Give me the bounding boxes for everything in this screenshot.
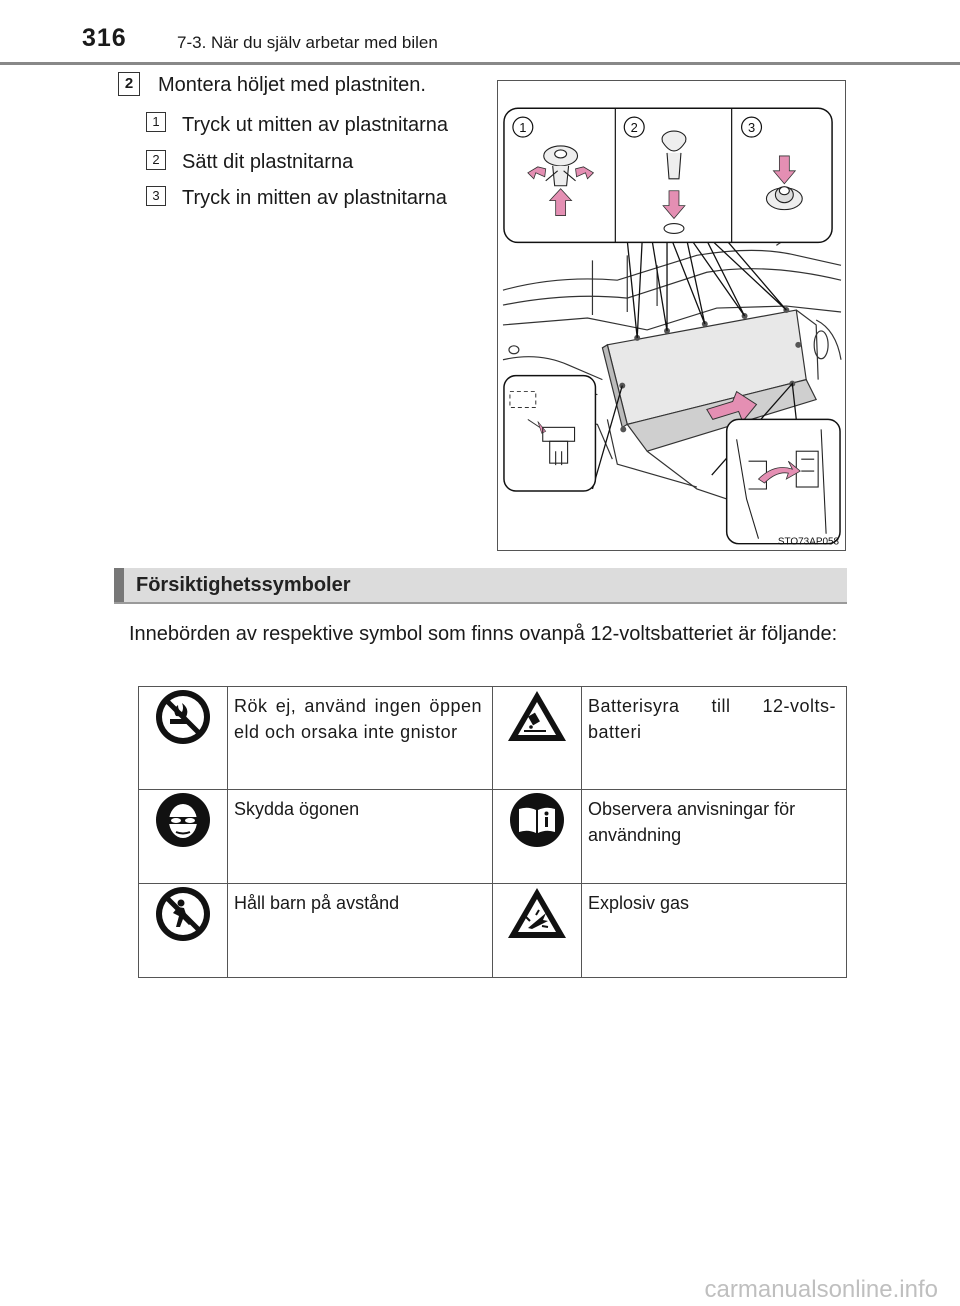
symbol-icon-cell xyxy=(493,884,582,978)
symbol-description: Håll barn på avstånd xyxy=(228,884,493,978)
symbol-icon-cell xyxy=(139,687,228,790)
eye-protection-icon xyxy=(140,791,226,849)
symbol-icon-cell xyxy=(493,687,582,790)
symbol-icon-cell xyxy=(139,884,228,978)
symbol-description: Rök ej, använd ingen öppen eld och orsaka inte gnistor xyxy=(228,687,493,790)
step-title: Montera höljet med plastniten. xyxy=(158,74,426,96)
section-title: Försiktighetssymboler xyxy=(136,574,351,596)
page-number: 316 xyxy=(82,24,127,52)
table-row xyxy=(139,687,847,790)
figure-code: STO73AP058 xyxy=(777,536,840,548)
table-row xyxy=(139,790,847,884)
figure-callout-3: 3 xyxy=(747,120,756,136)
read-manual-icon xyxy=(494,791,580,849)
substep-number-2: 2 xyxy=(146,150,166,170)
no-smoking-icon xyxy=(140,688,226,746)
substep-text-1: Tryck ut mitten av plastnitarna xyxy=(182,114,449,136)
symbol-icon-cell xyxy=(139,790,228,884)
figure-illustration xyxy=(498,81,845,550)
running-header: 7-3. När du själv arbetar med bilen xyxy=(177,33,438,52)
figure-callout-1: 1 xyxy=(519,120,527,136)
section-header-bar xyxy=(114,568,847,604)
substep-text-3: Tryck in mitten av plastnitarna xyxy=(182,187,447,209)
cover-installation-figure xyxy=(497,80,846,551)
symbol-description: Explosiv gas xyxy=(582,884,847,978)
step-number-badge: 2 xyxy=(118,72,140,96)
header-rule xyxy=(0,62,960,65)
battery-acid-icon xyxy=(494,688,580,744)
symbol-icon-cell xyxy=(493,790,582,884)
substep-number-3: 3 xyxy=(146,186,166,206)
symbols-table xyxy=(138,686,847,978)
symbol-description: Skydda ögonen xyxy=(228,790,493,884)
keep-children-away-icon xyxy=(140,885,226,943)
substep-number-1: 1 xyxy=(146,112,166,132)
symbol-description: Observera anvisningar för användning xyxy=(582,790,847,884)
substep-text-2: Sätt dit plastnitarna xyxy=(182,151,354,173)
explosive-gas-icon xyxy=(494,885,580,941)
table-row xyxy=(139,884,847,978)
section-intro: Innebörden av respektive symbol som finns ovanpå 12-voltsbatteriet är följande: xyxy=(129,623,838,645)
figure-callout-2: 2 xyxy=(630,120,638,136)
section-bar-accent xyxy=(114,568,124,602)
watermark: carmanualsonline.info xyxy=(704,1276,938,1303)
symbol-description: Batterisyra till 12-volts-batteri xyxy=(582,687,847,790)
